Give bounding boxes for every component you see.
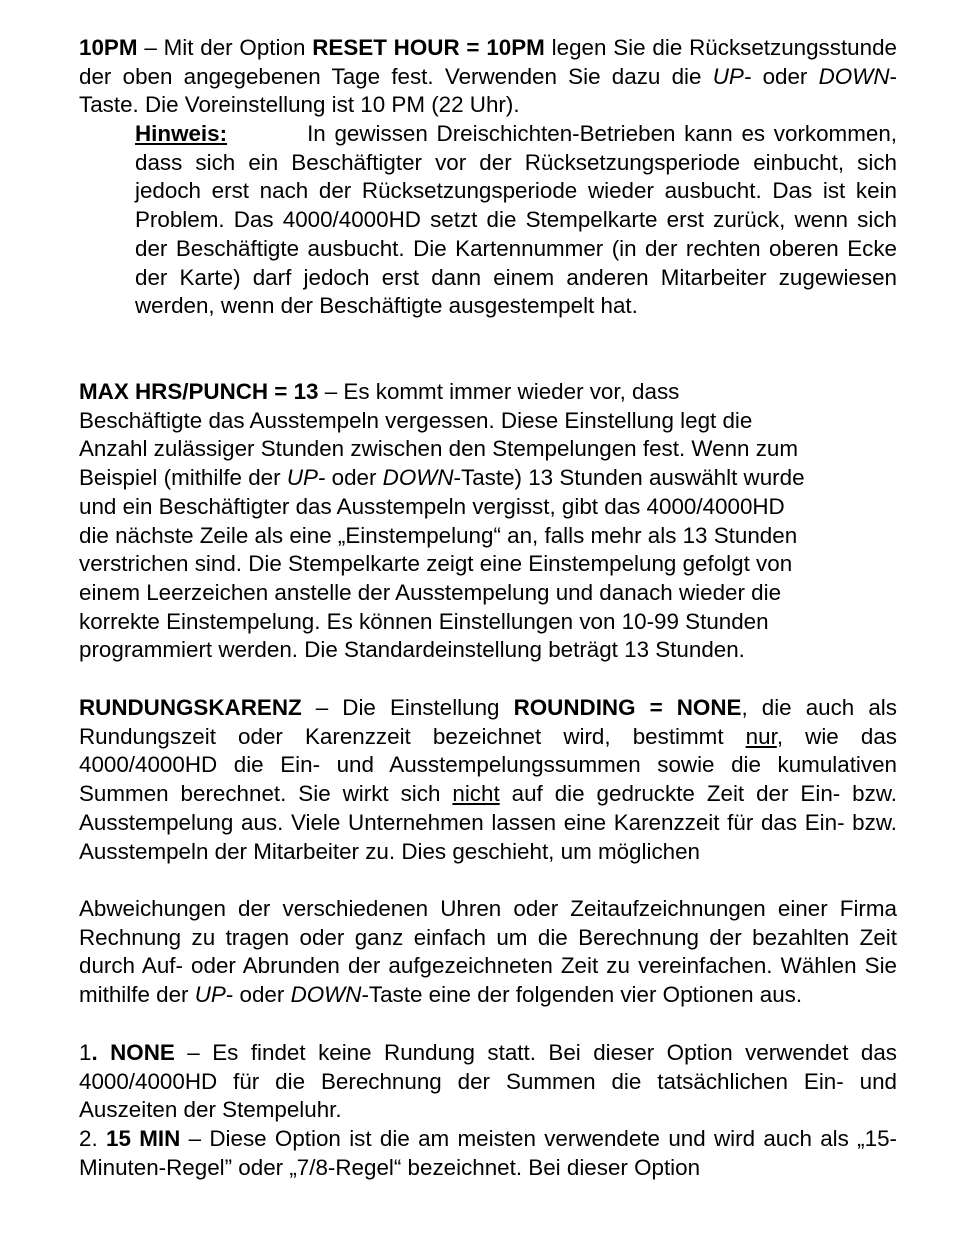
text-run: – Mit der Option xyxy=(137,35,313,60)
max-line-7: verstrichen sind. Die Stempelkarte zeigt eine Einstempelung gefolgt von xyxy=(79,551,793,577)
max-line-10: programmiert werden. Die Standardeinstellung beträgt 13 Stunden. xyxy=(79,637,745,663)
max-line-5: und ein Beschäftigter das Ausstempeln vergisst, gibt das 4000/4000HD xyxy=(79,493,785,519)
down-key-ref: DOWN xyxy=(818,63,890,89)
down-key-ref: DOWN xyxy=(382,465,454,491)
max-line-2: Beschäftigte das Ausstempeln vergessen. Diese Einstellung legt die xyxy=(79,407,753,433)
note-text: In gewissen Dreischichten-Betrieben kann es vorkommen, dass sich ein Beschäftigter vor der Rücksetzungsperiode einbucht, sich jedoch erst nach der Rücksetzungsperiode wieder ausbucht. Das ist kein Problem. Das 4000/4000HD setzt die Stempelkarte erst zurück, wenn sich der Beschäftigte ausbucht. Die Kartennummer (in der rechten oberen Ecke der Karte) darf jedoch erst dann einem anderen Mitarbeiter zugewiesen werden, wenn der Beschäftigte ausgestempelt hat. xyxy=(135,121,897,319)
option-none-keyword: NONE xyxy=(110,1040,175,1065)
max-line-6: die nächste Zeile als eine „Einstempelung“ an, falls mehr als 13 Stunden xyxy=(79,522,798,548)
text-run: -Taste. Die Voreinstellung ist 10 PM (22 Uhr). xyxy=(79,63,897,118)
note-paragraph xyxy=(135,120,897,321)
rounding-paragraph xyxy=(79,694,897,866)
reset-hour-keyword: 10PM xyxy=(79,35,138,60)
underlined-nicht: nicht xyxy=(452,781,500,807)
text-run: Abweichungen der verschiedenen Uhren oder Zeitaufzeichnungen einer Firma Rechnung zu tragen oder ganz einfach um die Berechnung der bezahlten Zeit durch Auf- oder Abrunden der aufgezeichneten Zeit zu vereinfachen. Wählen Sie mithilfe der xyxy=(79,896,897,1008)
text-run: oder xyxy=(325,465,383,491)
option-15min-keyword: 15 MIN xyxy=(106,1126,181,1151)
option-item-15min xyxy=(79,1125,897,1182)
down-key-ref: DOWN xyxy=(290,982,362,1008)
note-label: Hinweis: xyxy=(135,121,228,146)
max-hrs-paragraph xyxy=(79,378,897,665)
text-run: – Die Einstellung xyxy=(301,695,514,720)
text-run: – Diese Option ist die am meisten verwendete und wird auch als „15-Minuten-Regel” oder „7/8-Regel“ bezeichnet. Bei dieser Option xyxy=(79,1126,897,1180)
up-key-ref: UP- xyxy=(712,63,752,89)
rounding-option: ROUNDING = NONE xyxy=(513,695,742,720)
max-line-8: einem Leerzeichen anstelle der Ausstempelung und danach wieder die xyxy=(79,579,782,605)
text-run: auf die gedruckte Zeit der Ein- bzw. Ausstempelung aus. Viele Unternehmen lassen eine Karenzzeit für das Ein- bzw. Ausstempeln der Mitarbeiter zu. Dies geschieht, um möglichen xyxy=(79,781,897,864)
option-item-none xyxy=(79,1039,897,1125)
max-line-1 xyxy=(79,378,897,407)
text-run: Beispiel (mithilfe der xyxy=(79,465,287,491)
up-key-ref: UP- xyxy=(286,465,326,491)
item-number: 1 xyxy=(79,1040,92,1065)
text-run: , die auch als Rundungszeit oder Karenzzeit bezeichnet wird, bestimmt xyxy=(79,695,897,749)
reset-hour-paragraph xyxy=(79,34,897,120)
max-line-3: Anzahl zulässiger Stunden zwischen den Stempelungen fest. Wenn zum xyxy=(79,436,798,462)
item-dot: . xyxy=(91,1040,111,1065)
text-run: , wie das 4000/4000HD die Ein- und Ausstempelungssummen sowie die kumulativen Summen berechnet. Sie wirkt sich xyxy=(79,723,897,807)
reset-hour-option: RESET HOUR = 10PM xyxy=(312,35,545,60)
text-run: oder xyxy=(751,63,819,89)
item-number: 2. xyxy=(79,1126,106,1151)
text-run: – Es findet keine Rundung statt. Bei dieser Option verwendet das 4000/4000HD für die Berechnung der Summen die tatsächlichen Ein- und Auszeiten der Stempeluhr. xyxy=(79,1040,897,1123)
text-run: – Es kommt immer wieder vor, dass xyxy=(318,379,680,404)
text-run: legen Sie die Rücksetzungsstunde der oben angegebenen Tage fest. Verwenden Sie dazu die xyxy=(79,35,897,89)
text-run: - oder xyxy=(225,982,291,1008)
text-run: -Taste) 13 Stunden auswählt wurde xyxy=(453,465,805,491)
text-run: -Taste eine der folgenden vier Optionen aus. xyxy=(361,982,803,1008)
rounding-keyword: RUNDUNGSKARENZ xyxy=(79,695,302,720)
underlined-nur: nur xyxy=(745,723,777,749)
rounding-paragraph-2 xyxy=(79,895,897,1010)
max-line-9: korrekte Einstempelung. Es können Einstellungen von 10-99 Stunden xyxy=(79,608,769,634)
max-hrs-keyword: MAX HRS/PUNCH = 13 xyxy=(79,379,319,404)
up-key-ref: UP xyxy=(194,982,226,1008)
max-line-4 xyxy=(79,464,897,493)
